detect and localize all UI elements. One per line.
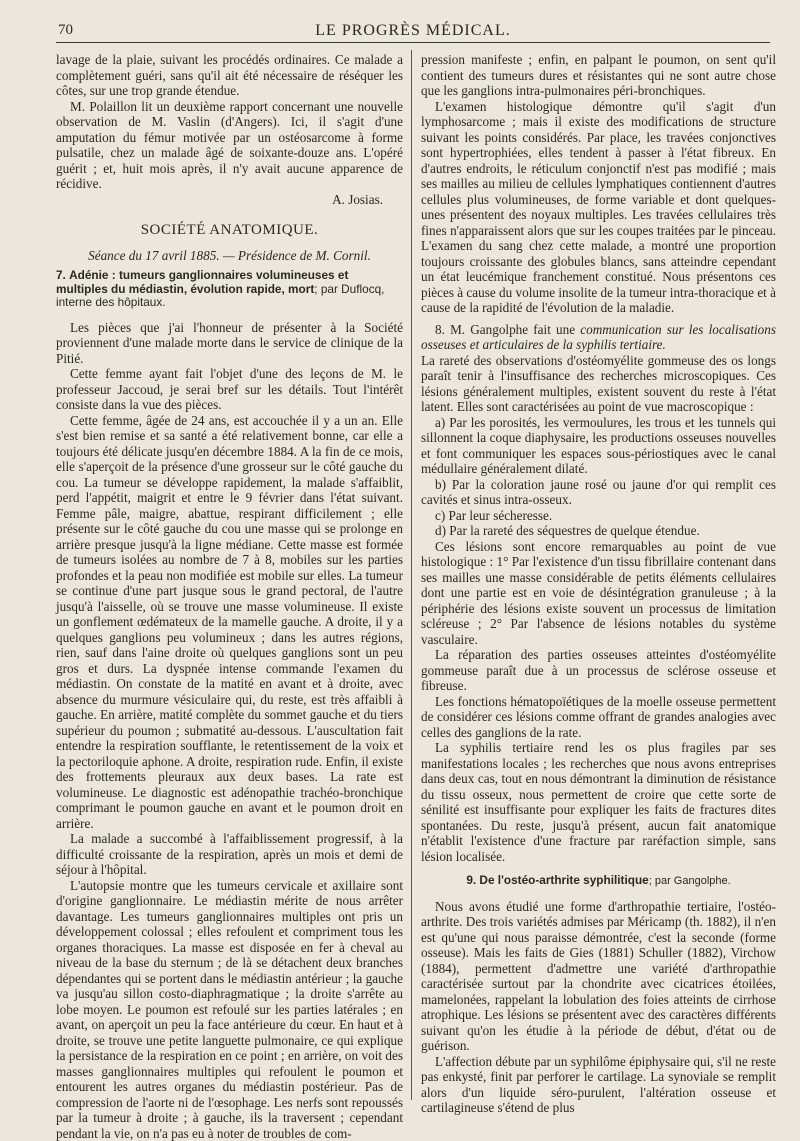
paragraph: L'examen histologique démontre qu'il s'agit d'un lymphosarcome ; mais il existe des modifications de structure suivant les points considérés. Par place, les travées conjonctives sont hypertrophiées, elles tendent à passer à l'état fibreux. En d'autres endroits, le réticulum conjonctif n'est pas modifié ; mais ses mailles au milieu de cellules lymphatiques contiennent d'autres cellules plus volumineuses, de forme variable et dont quelques-unes présentent des noyaux multiples. Les travées cellulaires très fines n'apparaissent alors que sur les coupes traitées par le pinceau. L'examen du sang chez cette malade, a montré une proportion toujours croissante des globules blancs, sans atteindre cependant un état leucémique franchement constitué. Nous présentons ces pièces à cause du volume insolite de la tumeur intra-thoracique et à cause de la rapidité de l'évolution de la maladie. — [421, 99, 776, 316]
paragraph: La réparation des parties osseuses atteintes d'ostéomyélite gommeuse paraît due à un processus de sclérose osseuse et fibreuse. — [421, 647, 776, 694]
paragraph: b) Par la coloration jaune rosé ou jaune d'or qui remplit ces cavités et sinus intra-osseux. — [421, 477, 776, 508]
paragraph: M. Polaillon lit un deuxième rapport concernant une nouvelle observation de M. Vaslin (d'Angers). Ici, il s'agit d'une amputation du fémur motivée par un ostéosarcome à forme pulsatile, chez un malade âgé de soixante-douze ans. L'opéré guérit ; et, huit mois après, il n'y avait aucune apparence de récidive. — [56, 99, 403, 192]
right-column — [421, 52, 776, 1108]
observation-heading: 8. M. Gangolphe fait une communication sur les localisations osseuses et articulaires de la syphilis tertiaire. — [421, 322, 776, 353]
paragraph: L'autopsie montre que les tumeurs cervicale et axillaire sont d'origine ganglionnaire. Le médiastin mérite de nous arrêter davantage. Les tumeurs ganglionnaires multiples ont pris un développement colossal ; elles refoulent et compriment tous les organes thoraciques. La masse est disposée en fer à cheval au niveau de la base du sternum ; de là se détachent deux branches dépendantes qui se portent dans le médiastin antérieur ; la gauche va jusqu'au sillon costo-diaphragmatique ; la droite s'arrête au lobe moyen. Le poumon est refoulé sur les parties latérales ; en avant, on aperçoit un peu la face antérieure du cœur. En haut et à droite, se trouve une petite languette pulmonaire, ce qui explique la persistance de la respiration en ce point ; en arrière, on voit des masses ganglionnaires multiples qui refoulent le poumon et entourent les autres organes du médiastin postérieur. Pas de compression de l'aorte ni de l'œsophage. Les nerfs sont repoussés par la tumeur à droite ; à gauche, ils la traversent ; cependant pendant la vie, on n'a pas eu à noter de troubles de com- — [56, 878, 403, 1141]
paragraph: lavage de la plaie, suivant les procédés ordinaires. Ce malade a complètement guéri, sans qu'il ait été nécessaire de réséquer les côtes, sur une trop grande étendue. — [56, 52, 403, 99]
paragraph: La rareté des observations d'ostéomyélite gommeuse des os longs paraît tenir à l'insuffisance des recherches microscopiques. Ces lésions généralement multiples, existent souvent du reste à l'état latent. Elles sont caractérisées au point de vue macroscopique : — [421, 353, 776, 415]
observation-heading: 7. Adénie : tumeurs ganglionnaires volumineuses et multiples du médiastin, évolution rapide, mort; par Duflocq, interne des hôpitaux. — [56, 269, 403, 310]
paragraph: Cette femme, âgée de 24 ans, est accouchée il y a un an. Elle s'est bien remise et sa santé a été relativement bonne, car elle a toujours été délicate jusqu'en décembre 1884. A la fin de ce mois, elle s'aperçoit de la présence d'une grosseur sur le côté gauche du cou. La tumeur se développe rapidement, la malade s'affaiblit, perd l'appétit, maigrit et entre le 9 février dans l'état suivant. Femme pâle, maigre, abattue, respirant difficilement ; elle présente sur le côté gauche du cou une masse qui se prolonge en arrière presque jusqu'à la ligne médiane. Cette masse est formée de tumeurs isolées au nombre de 7 à 8, mobiles sur les parties profondes et la peau non modifiée est mobile sur elles. La tumeur se continue d'une part jusque sous le grand pectoral, de l'autre jusqu'à l'aisselle, où se trouve une masse volumineuse. Il existe un gonflement œdémateux de la mamelle gauche. A droite, il y a quelques ganglions peu volumineux ; dans les autres régions, rien, sauf dans l'aine droite où quelques ganglions sont un peu gros et durs. La dyspnée intense commande l'examen du médiastin. On constate de la matité en avant et à droite, avec absence du murmure vésiculaire qui, du reste, est très affaibli à gauche. En arrière, matité complète du sommet gauche et du tiers supérieur du poumon ; submatité au-dessous. L'auscultation fait entendre la respiration soufflante, le retentissement de la voix et la pectoriloquie aphone. A droite, respiration rude. Enfin, il existe des frottements pleuraux aux deux bases. La rate est volumineuse. Le diagnostic est adénopathie trachéo-bronchique comprimant le poumon gauche en avant et le poumon droit en arrière. — [56, 413, 403, 832]
paragraph: Les fonctions hématopoïétiques de la moelle osseuse permettent de considérer ces lésions comme offrant de grandes analogies avec celles des ganglions de la rate. — [421, 694, 776, 741]
running-title: LE PROGRÈS MÉDICAL. — [56, 22, 770, 40]
paragraph: Cette femme ayant fait l'objet d'une des leçons de M. le professeur Jaccoud, je serai bref sur les détails. Tout l'intérêt consiste dans la vue des pièces. — [56, 366, 403, 413]
column-divider — [411, 50, 412, 1100]
session-line: Séance du 17 avril 1885. — Présidence de M. Cornil. — [56, 248, 403, 264]
paragraph: La syphilis tertiaire rend les os plus fragiles par ses manifestations locales ; les recherches que nous avons entreprises dans deux cas, tout en nous démontrant la diminution de résistance du tissu osseux, nous permettent de croire que cette sorte de sénilité est insuffisante pour expliquer les faits de fractures dites spontanées. Du reste, jusqu'à présent, aucun fait anatomique n'établit l'existence d'une fracture par raréfaction simple, sans lésion localisée. — [421, 740, 776, 864]
page-number: 70 — [58, 22, 73, 39]
paragraph: L'affection débute par un syphilôme épiphysaire qui, s'il ne reste pas enkysté, finit par perforer le cartilage. La synoviale se remplit alors d'un liquide séro-purulent, l'altération osseuse et cartilagineuse s'étend de plus — [421, 1054, 776, 1116]
paragraph: c) Par leur sécheresse. — [421, 508, 776, 524]
section-title: SOCIÉTÉ ANATOMIQUE. — [56, 223, 403, 239]
paragraph: Les pièces que j'ai l'honneur de présenter à la Société proviennent d'une malade morte dans le service de clinique de la Pitié. — [56, 320, 403, 367]
observation-heading: 9. De l'ostéo-arthrite syphilitique; par Gangolphe. — [421, 874, 776, 889]
paragraph: La malade a succombé à l'affaiblissement progressif, à la difficulté croissante de la respiration, après un mois et demi de séjour à l'hôpital. — [56, 831, 403, 878]
paragraph: pression manifeste ; enfin, en palpant le poumon, on sent qu'il contient des tumeurs dures et résistantes qui ne sont autre chose que les ganglions intra-pulmonaires péri-bronchiques. — [421, 52, 776, 99]
paragraph: Nous avons étudié une forme d'arthropathie tertiaire, l'ostéo-arthrite. Des trois variétés admises par Méricamp (th. 1882), il n'en est qu'une qui nous paraisse démontrée, c'est la seconde (forme osseuse). Mais les faits de Gies (1881) Schuller (1882), Virchow (1884), permettent d'admettre une variété d'arthropathie caractérisée surtout par la chondrite avec cicatrices étoilées, mamelonées, rappelant la lobulation des foies atteints de cirrhose atrophique. Les lésions se présentent avec des caractères différents suivant qu'on les étudie à la période de début, d'état ou de guérison. — [421, 899, 776, 1054]
signature: A. Josias. — [56, 192, 383, 208]
page-header — [56, 18, 770, 43]
paragraph: Ces lésions sont encore remarquables au point de vue histologique : 1° Par l'existence d'un tissu fibrillaire contenant dans ses mailles une masse considérable de petits éléments cellulaires dont une partie est en voie de désintégration granuleuse ; à la périphérie des lésions existe souvent un processus de limitation scléreuse ; 2° Par l'absence de lésions notables du système vasculaire. — [421, 539, 776, 648]
paragraph: a) Par les porosités, les vermoulures, les trous et les tunnels qui sillonnent la coque diaphysaire, les productions osseuses nouvelles et font communiquer les espaces sous-périostiques avec le canal médullaire généralement dilaté. — [421, 415, 776, 477]
left-column — [56, 52, 403, 1108]
paragraph: d) Par la rareté des séquestres de quelque étendue. — [421, 523, 776, 539]
